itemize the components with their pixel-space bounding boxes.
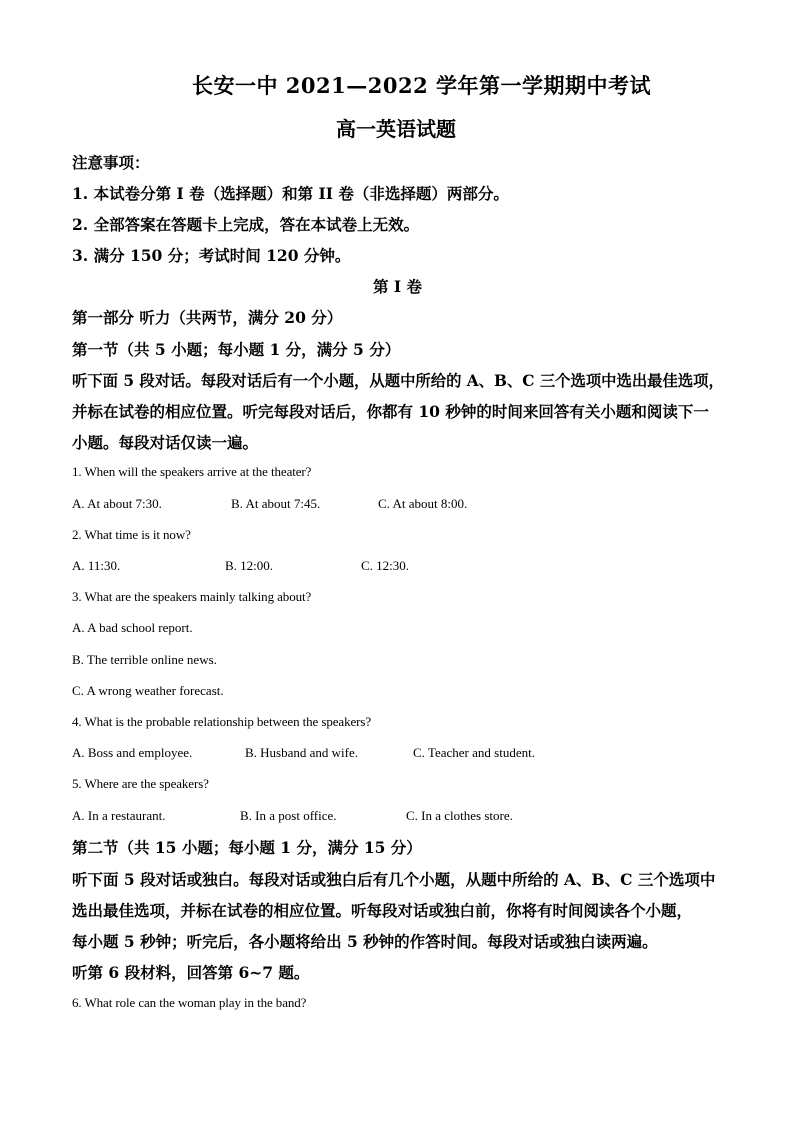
notes-heading: 注意事项：	[72, 153, 150, 172]
volume-heading: 第 I 卷	[373, 277, 423, 296]
section2-heading: 第二节（共 15 小题；每小题 1 分，满分 15 分）	[72, 838, 422, 857]
exam-subtitle: 高一英语试题	[336, 117, 456, 141]
question-2-option-b: B. 12:00.	[225, 558, 274, 573]
section1-instruction-line-3: 小题。每段对话仅读一遍。	[72, 433, 259, 452]
question-4-option-b: B. Husband and wife.	[245, 745, 359, 760]
question-6: 6. What role can the woman play in the band?	[72, 995, 307, 1010]
question-2-option-c: C. 12:30.	[361, 558, 410, 573]
note-item-2: 2. 全部答案在答题卡上完成，答在本试卷上无效。	[72, 215, 420, 234]
question-1-option-a: A. At about 7:30.	[72, 496, 162, 511]
question-1-option-c: C. At about 8:00.	[378, 496, 468, 511]
note-item-1: 1. 本试卷分第 I 卷（选择题）和第 II 卷（非选择题）两部分。	[72, 184, 509, 203]
material-6-note: 听第 6 段材料，回答第 6~7 题。	[72, 963, 310, 982]
note-item-3: 3. 满分 150 分；考试时间 120 分钟。	[72, 246, 351, 265]
question-4-option-c: C. Teacher and student.	[413, 745, 535, 760]
part1-heading: 第一部分 听力（共两节，满分 20 分）	[72, 308, 343, 327]
question-5-option-c: C. In a clothes store.	[406, 808, 513, 823]
question-3-option-c: C. A wrong weather forecast.	[72, 683, 224, 698]
section2-instruction-line-3: 每小题 5 秒钟；听完后，各小题将给出 5 秒钟的作答时间。每段对话或独白读两遍。	[72, 932, 658, 951]
exam-title: 长安一中 2021—2022 学年第一学期期中考试	[192, 73, 652, 98]
section1-heading: 第一节（共 5 小题；每小题 1 分，满分 5 分）	[72, 340, 401, 359]
section2-instruction-line-1: 听下面 5 段对话或独白。每段对话或独白后有几个小题，从题中所给的 A、B、C 三个选项中	[72, 870, 716, 889]
question-5-option-a: A. In a restaurant.	[72, 808, 166, 823]
question-3-option-b: B. The terrible online news.	[72, 652, 217, 667]
question-5: 5. Where are the speakers?	[72, 776, 209, 791]
section1-instruction-line-2: 并标在试卷的相应位置。听完每段对话后，你都有 10 秒钟的时间来回答有关小题和阅读下一	[72, 402, 709, 421]
section1-instruction-line-1: 听下面 5 段对话。每段对话后有一个小题，从题中所给的 A、B、C 三个选项中选出最佳选项，	[72, 371, 724, 390]
question-3-option-a: A. A bad school report.	[72, 620, 193, 635]
question-2-option-a: A. 11:30.	[72, 558, 121, 573]
question-1-option-b: B. At about 7:45.	[231, 496, 321, 511]
question-4-option-a: A. Boss and employee.	[72, 745, 193, 760]
question-1: 1. When will the speakers arrive at the theater?	[72, 464, 312, 479]
section2-instruction-line-2: 选出最佳选项，并标在试卷的相应位置。听每段对话或独白前，你将有时间阅读各个小题，	[72, 901, 693, 920]
question-2: 2. What time is it now?	[72, 527, 191, 542]
question-4: 4. What is the probable relationship between the speakers?	[72, 714, 371, 729]
question-5-option-b: B. In a post office.	[240, 808, 337, 823]
question-3: 3. What are the speakers mainly talking about?	[72, 589, 312, 604]
